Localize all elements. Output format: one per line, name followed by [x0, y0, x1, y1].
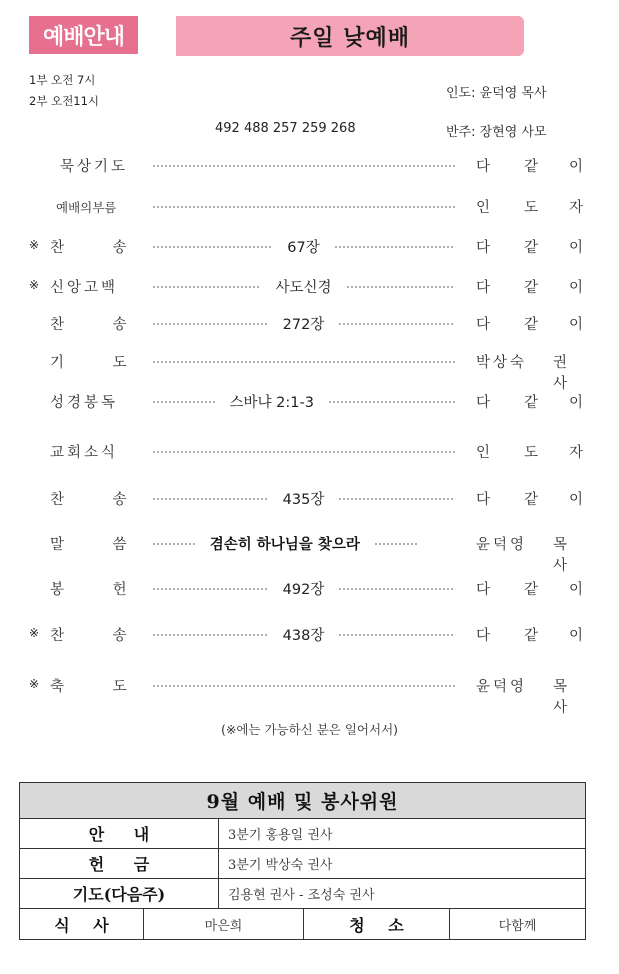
order-label: 봉 헌 [50, 582, 127, 598]
hymn-numbers: 492 488 257 259 268 [215, 121, 356, 136]
order-item: 스바냐 2:1-3 [229, 394, 314, 411]
order-row: 말 씀 겸손히 하나님을 찾으라 윤덕영 목사 [0, 531, 619, 555]
schedule-first: 1부 오전 7시 [29, 73, 96, 87]
order-row: ※ 찬 송 438장 다 같 이 [0, 622, 619, 646]
clean-key: 청 소 [304, 909, 450, 939]
dot-leader [152, 533, 455, 553]
order-label: 찬 송 [50, 240, 127, 256]
dot-leader [152, 675, 455, 695]
order-label: 찬 송 [50, 317, 127, 333]
dot-leader [152, 391, 455, 411]
order-row: 봉 헌 492장 다 같 이 [0, 576, 619, 600]
committee-row [20, 819, 585, 849]
order-item: 사도신경 [275, 279, 332, 296]
committee-key: 헌 금 [20, 849, 219, 878]
order-row: 묵상기도 다 같 이 [0, 153, 619, 177]
order-label: 기 도 [50, 355, 127, 371]
dot-leader [152, 351, 455, 371]
dot-leader [152, 441, 455, 461]
order-row: 찬 송 272장 다 같 이 [0, 311, 619, 335]
order-label: 찬 송 [50, 628, 127, 644]
order-label: 묵상기도 [60, 159, 129, 175]
committee-key: 기도(다음주) [20, 879, 219, 908]
order-row: 예배의부름 인 도 자 [0, 194, 619, 218]
order-row: 찬 송 435장 다 같 이 [0, 486, 619, 510]
page-title: 주일 낮예배 [176, 16, 524, 56]
committee-row [20, 909, 585, 939]
committee-title: 9월 예배 및 봉사위원 [20, 783, 585, 819]
order-row: 교회소식 인 도 자 [0, 439, 619, 463]
dot-leader [152, 313, 455, 333]
order-item: 272장 [282, 316, 325, 333]
order-label: 축 도 [50, 679, 127, 695]
order-row: ※ 신앙고백 사도신경 다 같 이 [0, 274, 619, 298]
order-item: 438장 [282, 627, 325, 644]
committee-table [19, 782, 586, 940]
order-row: 기 도 박상숙 권사 [0, 349, 619, 373]
order-item: 67장 [287, 239, 320, 256]
accompanist-info: 반주: 장현영 사모 [446, 125, 547, 140]
order-item: 435장 [282, 491, 325, 508]
order-item: 492장 [282, 581, 325, 598]
order-label: 예배의부름 [56, 200, 117, 215]
standing-mark: ※ [29, 238, 40, 252]
meal-key: 식 사 [20, 909, 144, 939]
order-label: 신앙고백 [50, 280, 119, 296]
committee-key: 안 내 [20, 819, 219, 848]
dot-leader [152, 276, 455, 296]
order-row: ※ 찬 송 67장 다 같 이 [0, 234, 619, 258]
standing-mark: ※ [29, 677, 40, 691]
order-label: 찬 송 [50, 492, 127, 508]
dot-leader [152, 155, 455, 175]
committee-value: 3분기 홍용일 권사 [228, 828, 333, 843]
dot-leader [152, 196, 455, 216]
dot-leader [152, 236, 455, 256]
committee-row [20, 879, 585, 909]
leader-info: 인도: 윤덕영 목사 [446, 86, 547, 101]
meal-value: 마은희 [144, 909, 304, 939]
dot-leader [152, 578, 455, 598]
committee-value: 3분기 박상숙 권사 [228, 858, 333, 873]
order-label: 교회소식 [50, 445, 119, 461]
order-label: 성경봉독 [50, 395, 119, 411]
dot-leader [152, 624, 455, 644]
schedule-second: 2부 오전11시 [29, 94, 100, 108]
order-label: 말 씀 [50, 537, 127, 553]
standing-mark: ※ [29, 626, 40, 640]
standing-note: (※에는 가능하신 분은 일어서서) [220, 722, 399, 737]
order-row: ※ 축 도 윤덕영 목사 [29, 677, 571, 716]
committee-value: 김용현 권사 - 조성숙 권사 [228, 888, 375, 903]
dot-leader [152, 488, 455, 508]
committee-row [20, 849, 585, 879]
sermon-title: 겸손히 하나님을 찾으라 [209, 536, 360, 553]
section-tag: 예배안내 [29, 16, 138, 54]
clean-value: 다함께 [498, 918, 537, 934]
order-row: 성경봉독 스바냐 2:1-3 다 같 이 [0, 389, 619, 413]
standing-mark: ※ [29, 278, 40, 292]
